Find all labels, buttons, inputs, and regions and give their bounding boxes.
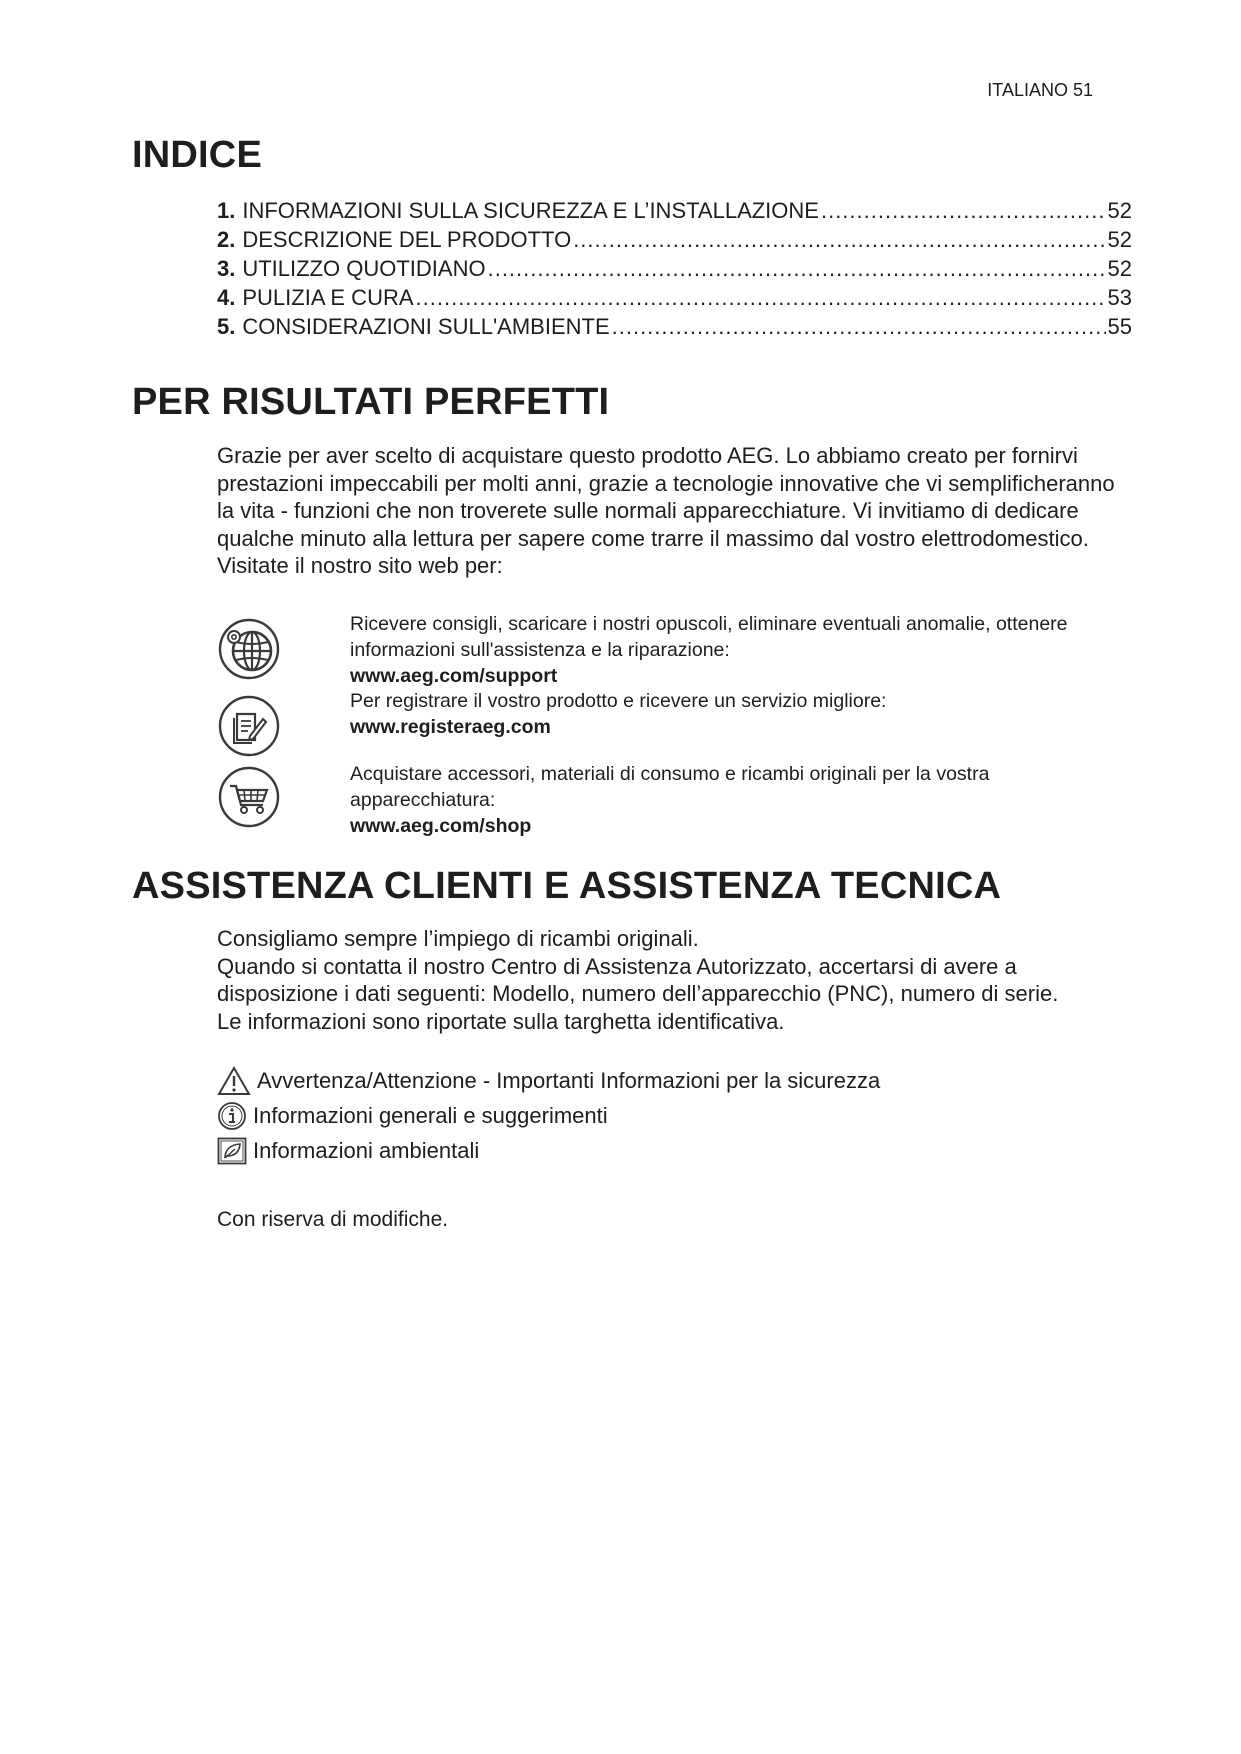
register-document-icon <box>217 694 281 758</box>
toc-entry[interactable] <box>217 196 1132 225</box>
legend-environment <box>217 1137 479 1165</box>
intro-paragraph: Grazie per aver scelto di acquistare questo prodotto AEG. Lo abbiamo creato per fornirvi prestazioni impeccabili per molti anni, grazie a tecnologie innovative che vi semplificheranno la vita - funzioni che non troverete sulle normali apparecchiature. Vi invitiamo di dedicare qualche minuto alla lettura per sapere come trarre il massimo dal vostro elettrodomestico. <box>217 443 1115 551</box>
toc-leader <box>416 283 1106 312</box>
toc-entry[interactable] <box>217 254 1132 283</box>
assistenza-line: Consigliamo sempre l’impiego di ricambi originali. <box>217 926 699 951</box>
toc-leader <box>488 254 1106 283</box>
toc-title: INFORMAZIONI SULLA SICUREZZA E L’INSTALLAZIONE <box>242 198 819 223</box>
toc-leader <box>821 196 1106 225</box>
indice-heading: INDICE <box>132 134 262 176</box>
info-icon <box>217 1101 247 1131</box>
toc-entry[interactable] <box>217 312 1132 341</box>
toc-page: 52 <box>1107 227 1132 252</box>
web-item-description: Ricevere consigli, scaricare i nostri opuscoli, eliminare eventuali anomalie, ottenere informazioni sull'assistenza e la riparazione: <box>350 613 1068 661</box>
legend-text: Avvertenza/Attenzione - Importanti Informazioni per la sicurezza <box>257 1068 881 1093</box>
environment-leaf-icon <box>217 1137 247 1165</box>
assistenza-heading: ASSISTENZA CLIENTI E ASSISTENZA TECNICA <box>132 865 1002 907</box>
shop-link[interactable]: www.aeg.com/shop <box>350 815 532 837</box>
web-item-description: Per registrare il vostro prodotto e ricevere un servizio migliore: <box>350 690 887 712</box>
legend-warning <box>217 1066 880 1096</box>
toc-page: 52 <box>1107 256 1132 281</box>
support-link[interactable]: www.aeg.com/support <box>350 665 558 687</box>
warning-triangle-icon <box>217 1066 251 1096</box>
toc-entry[interactable] <box>217 283 1132 312</box>
table-of-contents <box>217 196 1132 341</box>
reserve-note: Con riserva di modifiche. <box>217 1208 449 1231</box>
legend-text: Informazioni generali e suggerimenti <box>253 1103 608 1128</box>
risultati-heading: PER RISULTATI PERFETTI <box>132 381 610 423</box>
page-header: ITALIANO 51 <box>987 80 1093 100</box>
legend-info <box>217 1101 608 1131</box>
toc-page: 52 <box>1107 198 1132 223</box>
toc-title: DESCRIZIONE DEL PRODOTTO <box>242 227 572 252</box>
web-item-description: Acquistare accessori, materiali di consumo e ricambi originali per la vostra apparecchiatura: <box>350 763 990 811</box>
toc-number: 2. <box>217 227 236 252</box>
toc-title: CONSIDERAZIONI SULL'AMBIENTE <box>242 314 610 339</box>
toc-number: 1. <box>217 198 236 223</box>
toc-title: UTILIZZO QUOTIDIANO <box>242 256 486 281</box>
shopping-cart-icon <box>217 765 281 829</box>
web-item-text <box>350 688 1130 740</box>
toc-number: 5. <box>217 314 236 339</box>
toc-page: 53 <box>1107 285 1132 310</box>
assistenza-section <box>217 925 1137 1035</box>
web-item-text <box>350 611 1130 689</box>
web-item-text <box>350 761 1130 839</box>
legend-text: Informazioni ambientali <box>253 1138 480 1163</box>
register-link[interactable]: www.registeraeg.com <box>350 716 551 738</box>
intro-section <box>217 442 1137 580</box>
toc-number: 3. <box>217 256 236 281</box>
visit-line: Visitate il nostro sito web per: <box>217 553 503 578</box>
toc-entry[interactable] <box>217 225 1132 254</box>
assistenza-line: Quando si contatta il nostro Centro di Assistenza Autorizzato, accertarsi di avere a disposizione i dati seguenti: Modello, numero dell’apparecchio (PNC), numero di serie. <box>217 953 1059 1006</box>
toc-number: 4. <box>217 285 236 310</box>
toc-leader <box>612 312 1106 341</box>
toc-leader <box>573 225 1105 254</box>
globe-icon <box>217 617 281 681</box>
assistenza-line: Le informazioni sono riportate sulla targhetta identificativa. <box>217 1008 785 1034</box>
toc-title: PULIZIA E CURA <box>242 285 414 310</box>
toc-page: 55 <box>1107 314 1132 339</box>
